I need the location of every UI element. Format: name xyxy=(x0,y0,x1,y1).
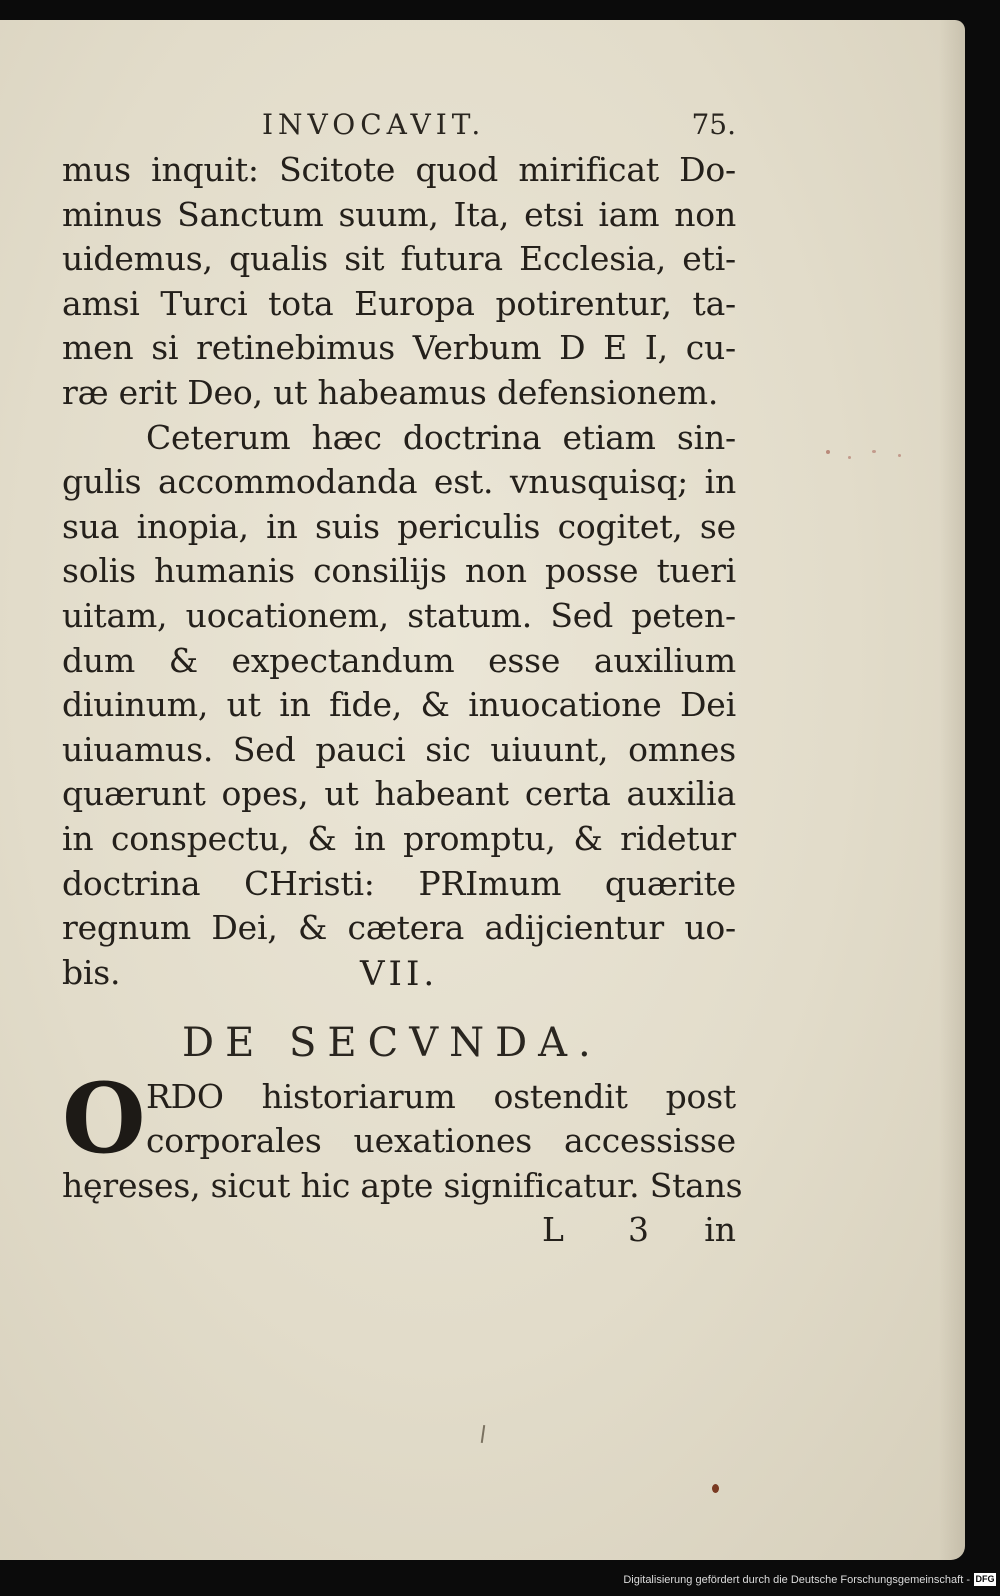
text-line: uiuamus. Sed pauci sic uiuunt, omnes xyxy=(62,729,736,769)
text-line: uidemus, qualis sit futura Ecclesia, eti- xyxy=(62,239,736,279)
dfg-logo: DFG xyxy=(975,1574,995,1584)
text-line: uitam, uocationem, statum. Sed peten- xyxy=(62,595,736,635)
text-line: mus inquit: Scitote quod mirificat Do- xyxy=(62,150,736,189)
signature-mark: L xyxy=(542,1210,564,1250)
text-line: ræ erit Deo, ut habeamus defensionem. xyxy=(62,372,719,412)
text-line: doctrina CHristi: PRImum quærite xyxy=(62,863,736,903)
catchword: in xyxy=(704,1210,736,1250)
text-line: in conspectu, & in promptu, & ridetur xyxy=(62,818,736,858)
text-line: gulis accommodanda est. vnusquisq; in xyxy=(62,462,736,502)
stain-mark xyxy=(898,454,901,457)
paragraph-end-row xyxy=(62,951,736,997)
stain-mark xyxy=(712,1484,719,1493)
body-text xyxy=(62,148,743,1253)
text-line: regnum Dei, & cætera adijcientur uo- xyxy=(62,908,736,948)
signature-number: 3 xyxy=(628,1210,649,1250)
section-number: VII. xyxy=(360,953,439,994)
text-line: dum & expectandum esse auxilium xyxy=(62,640,736,680)
text-line: RDO historiarum ostendit post xyxy=(146,1076,736,1116)
text-line: hęreses, sicut hic apte significatur. Stans xyxy=(62,1165,743,1205)
page-number: 75. xyxy=(691,108,736,141)
section-title: DE SECVNDA. xyxy=(182,1019,602,1066)
text-line: diuinum, ut in fide, & inuocatione Dei xyxy=(62,685,736,725)
text-line: Ceterum hæc doctrina etiam sin- xyxy=(146,417,736,457)
text-line: amsi Turci tota Europa potirentur, ta- xyxy=(62,283,736,323)
text-line: sua inopia, in suis periculis cogitet, se xyxy=(62,506,736,546)
page-header xyxy=(262,108,736,148)
signature-line xyxy=(62,1208,736,1253)
text-line: solis humanis consilijs non posse tueri xyxy=(62,551,736,591)
ink-stroke-mark xyxy=(481,1425,485,1443)
text-line: minus Sanctum suum, Ita, etsi iam non xyxy=(62,194,736,234)
stain-mark xyxy=(826,450,830,454)
paragraph xyxy=(62,1061,743,1209)
stain-mark xyxy=(872,450,876,453)
footer-bar xyxy=(0,1566,1000,1596)
text-line: bis. xyxy=(62,952,121,992)
drop-cap: O xyxy=(62,1061,146,1175)
paragraph xyxy=(62,416,736,997)
funding-credit: Digitalisierung gefördert durch die Deutsche Forschungsgemeinschaft - xyxy=(623,1574,970,1586)
stain-mark xyxy=(848,456,851,459)
text-line: men si retinebimus Verbum D E I, cu- xyxy=(62,328,736,368)
text-line: corporales uexationes accessisse xyxy=(146,1121,736,1161)
running-head: INVOCAVIT. xyxy=(262,108,486,141)
paragraph xyxy=(62,148,736,416)
book-page xyxy=(0,20,965,1560)
text-line: quærunt opes, ut habeant certa auxilia xyxy=(62,774,736,814)
